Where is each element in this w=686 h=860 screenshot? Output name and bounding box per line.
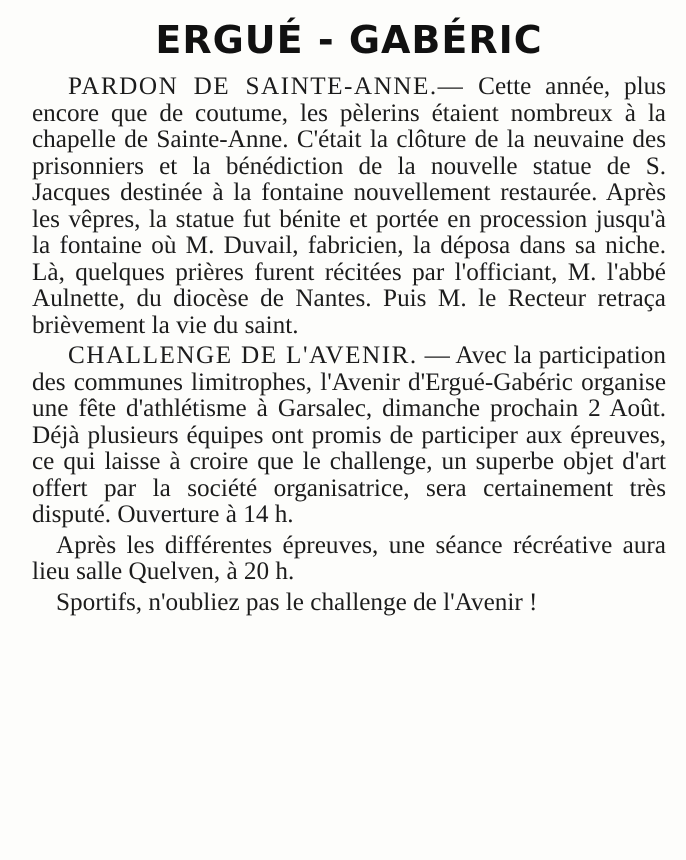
section-heading: CHALLENGE DE L'AVENIR. xyxy=(68,342,418,369)
paragraph-sportifs: Sportifs, n'oubliez pas le challenge de l'Avenir ! xyxy=(56,588,538,616)
section-body: Cette année, plus encore que de coutume, les pèlerins étaient nombreux à la chapelle de Sainte-Anne. C'était la clôture de la neuvaine des prisonniers et la bénédiction de la nouvelle statue de S. Jacques destinée à la fontaine nouvellement restaurée. Après les vêpres, la statue fut bénite et portée en procession jusqu'à la fontaine où M. Duvail, fabricien, la déposa dans sa niche. Là, quelques prières furent récitées par l'officiant, M. l'abbé Aulnette, du diocèse de Nantes. Puis M. le Recteur retraça brièvement la vie du saint. xyxy=(32,73,666,339)
article-title: ERGUÉ - GABÉRIC xyxy=(155,18,543,62)
section-heading: PARDON DE SAINTE-ANNE.— xyxy=(68,73,465,100)
section-challenge xyxy=(32,343,666,529)
section-body: — Avec la participation des communes limitrophes, l'Avenir d'Ergué-Gabéric organise une fête d'athlétisme à Garsalec, dimanche prochain 2 Août. Déjà plusieurs équipes ont promis de participer aux épreuves, ce qui laisse à croire que le challenge, un superbe objet d'art offert par la société organisatrice, sera certainement très disputé. Ouverture à 14 h. xyxy=(32,342,666,528)
paragraph-seance: Après les différentes épreuves, une séance récréative aura lieu salle Quelven, à 20 h. xyxy=(32,531,666,585)
section-pardon xyxy=(32,74,666,339)
